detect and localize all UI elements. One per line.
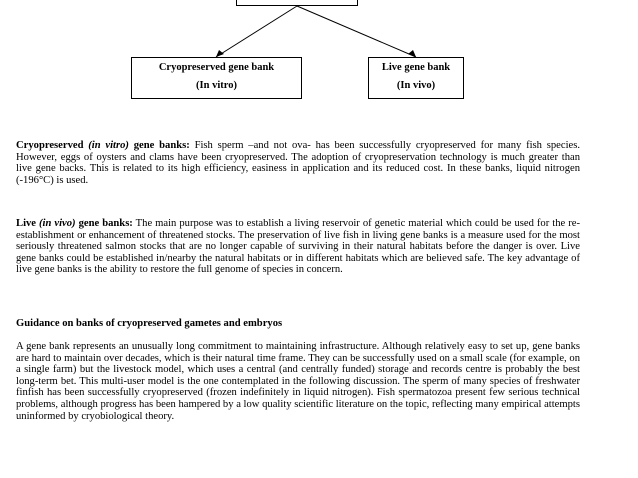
guidance-text: A gene bank represents an unusually long commitment to maintaining infrastructure. Although relatively easy to set up, gene banks are hard to maintain over decades, which is their natural time frame. They can be successfully used on a small scale (for example, on a single farm) but the livestock model, which uses a central (and centrally funded) storage and records centre is probably the best long-term bet. This multi-user model is the one contemplated in the following discussion. The sperm of many species of freshwater finfish has been successfully cryopreserved (frozen indefinitely in liquid nitrogen). Fish spermatozoa present few serious technical problems, although progress has been hampered by a low quality scientific literature on the topic, reflecting many empirical attempts uninformed by cryobiological theory.: [16, 341, 580, 422]
cryopreserved-text: Fish sperm –and not ova- has been successfully cryopreserved for many fish species. However, eggs of oysters and clams have been cryopreserved. The adoption of cryopreservation technology is much greater than live gene backs. This is related to its high efficiency, easiness in application and its reduced cost. In these banks, liquid nitrogen (-196°C) is used.: [16, 140, 581, 186]
cryopreserved-box-subtitle: (In vitro): [196, 80, 237, 91]
connector-right: [297, 6, 416, 57]
arrowhead-left: [216, 50, 224, 57]
live-paragraph: [16, 218, 580, 276]
cryopreserved-paragraph: [16, 140, 580, 186]
gene-bank-box: [236, 0, 358, 6]
cryopreserved-qualifier: (in vitro): [88, 140, 129, 151]
guidance-paragraph: [16, 341, 580, 422]
diagram-connectors: [0, 0, 638, 140]
connector-left: [216, 6, 297, 57]
live-box-title: Live gene bank: [381, 62, 451, 73]
cryopreserved-gene-bank-box: [131, 57, 302, 99]
guidance-heading: Guidance on banks of cryopreserved gametes and embryos: [16, 318, 283, 329]
cryopreserved-box-title: Cryopreserved gene bank: [158, 62, 275, 73]
cryopreserved-label: gene banks:: [133, 140, 190, 151]
live-qualifier: (in vivo): [39, 218, 76, 229]
live-box-subtitle: (In vivo): [396, 80, 436, 91]
cryopreserved-term: Cryopreserved: [16, 140, 84, 151]
live-term: Live: [16, 218, 37, 229]
arrowhead-right: [408, 50, 416, 57]
live-text: The main purpose was to establish a living reservoir of genetic material which could be used for the re-establishment or enhancement of threatened stocks. The preservation of live fish in living gene banks is a measure used for the most seriously threatened salmon stocks that are no longer capable of surviving in their natural habitats before the danger is over. Live gene banks could be established in/nearby the natural habitats or in different habitats which are believed safe. The key advantage of live gene banks is the ability to restore the full genome of species in concern.: [16, 218, 580, 276]
live-label: gene banks:: [78, 218, 133, 229]
live-gene-bank-box: [368, 57, 464, 99]
